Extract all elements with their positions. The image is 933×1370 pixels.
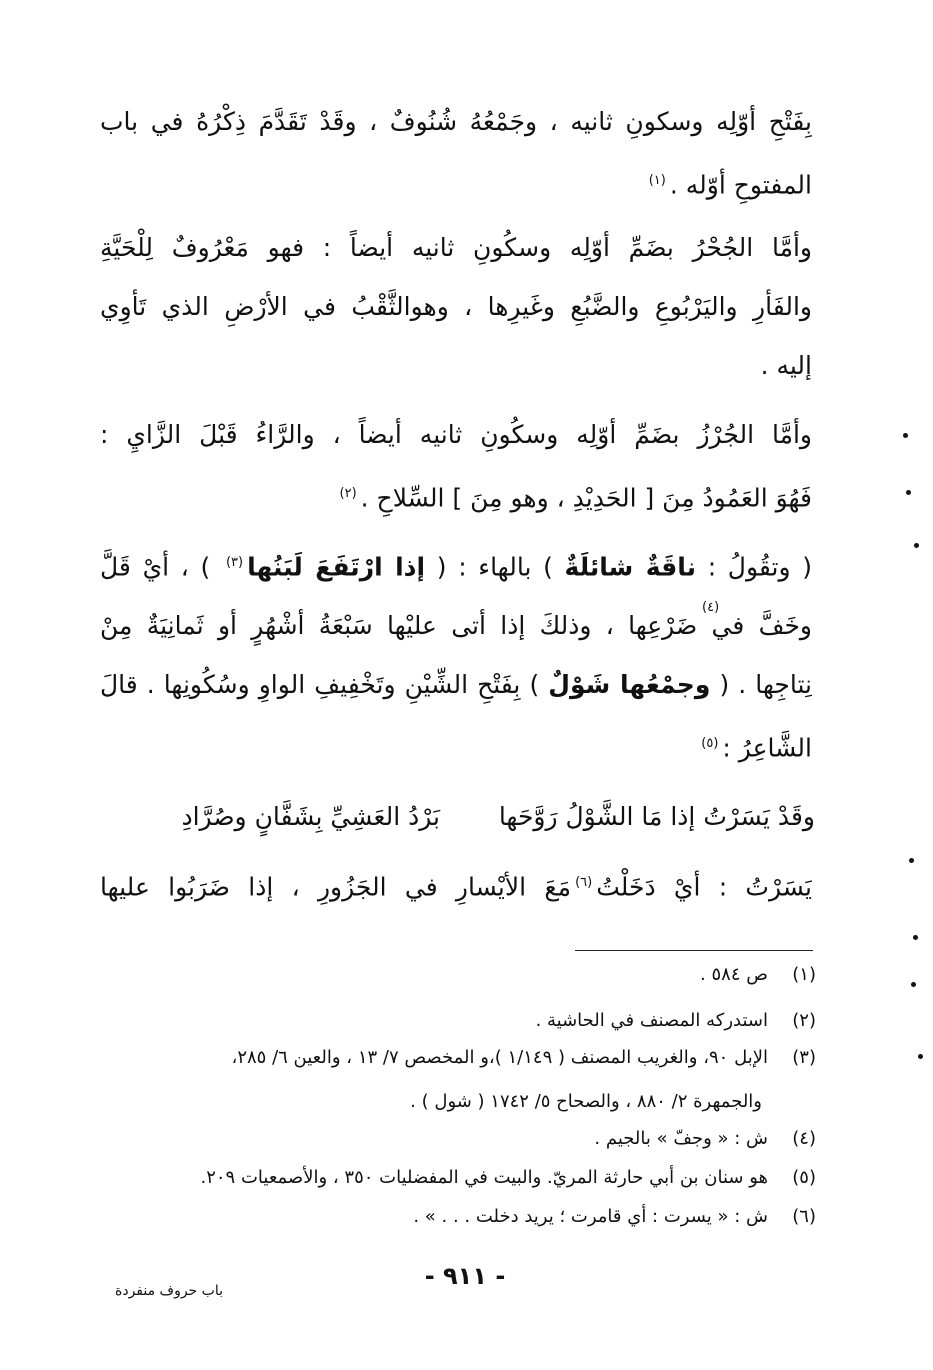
footnote-ref: (٢) (339, 486, 357, 501)
footnote-2 (100, 1004, 816, 1038)
footnote-text: استدركه المصنف في الحاشية . (535, 1010, 768, 1031)
scan-speck (909, 858, 914, 863)
footnote-1 (100, 958, 816, 992)
paragraph-1 (100, 92, 812, 214)
scan-speck (906, 490, 911, 495)
text: الشَّاعِرُ : (722, 733, 812, 763)
footnote-separator (575, 950, 813, 951)
text: ( وتقُولُ : (696, 552, 812, 582)
definition-bold: إذا ارْتَفَعَ لَبَنُها (247, 552, 426, 582)
text: وخَفَّ في ضَرْعِها ، وذلكَ إذا أتى عليْها سَبْعَةُ أشْهُرٍ أو ثَمانِيَةٌ مِنْ (100, 611, 812, 641)
paragraph-3 (100, 405, 812, 527)
footnote-ref: (٦) (575, 875, 593, 890)
scan-speck (913, 935, 918, 940)
footnote-number: (٣) (792, 1047, 816, 1068)
footnote-number: (٦) (792, 1206, 816, 1227)
footnote-4 (100, 1122, 816, 1156)
text-line (100, 533, 812, 596)
footnote-ref: (١) (648, 173, 666, 188)
paragraph-2 (100, 218, 812, 395)
footnote-3-continuation: والجمهرة ٢/ ٨٨٠ ، والصحاح ٥/ ١٧٤٢ ( شول ) . (410, 1091, 762, 1112)
footnote-text: ش : « وجفّ » بالجيم . (594, 1128, 768, 1149)
text: المفتوحِ أوّله . (669, 170, 812, 200)
text: يَسَرْتُ : أيْ دَخَلْتُ (596, 872, 812, 902)
text-line: بِفَتْحِ أوّلِه وسكونِ ثانيه ، وجَمْعُهُ شُنُوفٌ ، وقَدْ تَقَدَّمَ ذِكْرُهُ في باب (100, 107, 812, 136)
footnote-ref: (٣) (225, 555, 244, 570)
text-line: وأمَّا الجُحْرُ بضَمِّ أوّلِه وسكُونِ ثانيه أيضاً : فهو مَعْرُوفٌ لِلْحَيَّةِ (100, 233, 812, 262)
scan-speck (911, 982, 916, 987)
footnote-ref-4: (٤) (702, 600, 720, 615)
page-number: - ٩١١ - (424, 1262, 506, 1290)
plural-bold: وجمْعُها شَوْلٌ (548, 670, 711, 700)
paragraph-5 (100, 853, 812, 916)
text: ) بالهاء : ( (425, 552, 565, 582)
scan-speck (918, 1054, 923, 1059)
text-line (100, 464, 812, 527)
footnote-3 (100, 1041, 816, 1075)
footnote-number: (١) (792, 964, 816, 985)
paragraph-4 (100, 533, 812, 778)
running-footer: باب حروف منفردة (115, 1283, 223, 1299)
footnote-text: هو سنان بن أبي حارثة المريّ. والبيت في المفضليات ٣٥٠ ، والأصمعيات ٢٠٩. (200, 1167, 768, 1188)
text: فَهُوَ العَمُودُ مِنَ [ الحَدِيْدِ ، وهو مِنَ ] السِّلاحِ . (360, 483, 812, 513)
footnote-number: (٤) (792, 1128, 816, 1149)
text-line (100, 853, 812, 916)
footnote-number: (٥) (792, 1167, 816, 1188)
text-line: والفَأرِ واليَرْبُوعِ والضَّبُعِ وغَيرِها ، وهوالثَّقْبُ في الأرْضِ الذي تَأوِي (100, 292, 812, 321)
footnote-text: ش : « يسرت : أي قامرت ؛ يريد دخلت . . . » . (413, 1206, 768, 1227)
text-line (100, 714, 812, 777)
verse-first-hemistich: وقَدْ يَسَرْتُ إذا مَا الشَّوْلُ رَوَّحَها (498, 802, 815, 831)
text: ) بِفَتْحِ الشِّيْنِ وتَخْفِيفِ الواوِ وسُكُونِها . قالَ (100, 670, 549, 700)
scan-speck (903, 433, 908, 438)
text: ) ، أيْ قَلَّ (100, 552, 222, 582)
footnote-6 (100, 1200, 816, 1234)
scan-speck (914, 543, 919, 548)
text-line (100, 655, 812, 714)
verse-second-hemistich: بَرْدُ العَشِيِّ بِشَفَّانٍ وصُرَّادِ (181, 802, 440, 831)
footnote-5 (100, 1161, 816, 1195)
footnote-number: (٢) (792, 1010, 816, 1031)
text: نِتاجِها . ( (710, 670, 812, 700)
text: مَعَ الأيْسارِ في الجَزُورِ ، إذا ضَرَبُوا عليها (100, 872, 572, 902)
text-line-with-ref (100, 151, 812, 214)
footnote-ref: (٥) (701, 736, 719, 752)
text-line: وأمَّا الجُرْزُ بضَمِّ أوّلِه وسكُونِ ثانيه أيضاً ، والرَّاءُ قَبْلَ الزَّايِ : (100, 420, 812, 449)
footnote-text: ص ٥٨٤ . (700, 964, 768, 985)
footnote-text: الإبل ٩٠، والغريب المصنف ( ١/١٤٩ )،و المخصص ٧/ ١٣ ، والعين ٦/ ٢٨٥، (231, 1047, 768, 1068)
headword: ناقَةٌ شائلَةٌ (564, 552, 697, 582)
text-line: إليه . (760, 351, 812, 380)
